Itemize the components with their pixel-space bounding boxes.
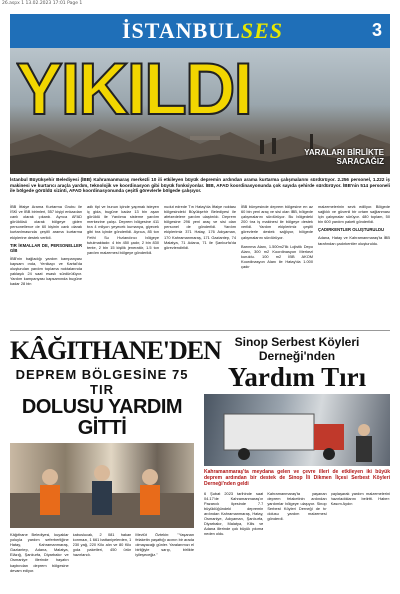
logo-main: İSTANBUL: [122, 18, 241, 43]
kagithane-photo: [10, 443, 194, 528]
article-column: 6 Şubat 2023 tarihinde saat 04.17'de Kahramanmaraş'ın Pazarcık ilçesinde 7.7 büyüklüğündeki depremin ardından Kahramanmaraş, Hatay, Osmaniye, Adıyaman, Şanlıurfa, Diyarbakır, Malatya, Kilis ve Adana illerinde çok büyük yıkıma neden oldu.: [204, 490, 264, 537]
kagithane-article: [10, 331, 221, 581]
article-column: [241, 204, 313, 324]
cover-caption-text: YARALARI BİRLİKTE SARACAĞIZ: [304, 148, 384, 166]
article-column: paylaşarak yardım malzemelerini hazırladıklarını belirtti. Haber: Kasım Aydın: [330, 490, 390, 506]
article-column: [10, 204, 82, 324]
sinop-columns: [204, 491, 390, 537]
cover-photo: [10, 48, 390, 174]
column-text: adlı tipi ve bunun içinde yapmak isteyen iç gida, bugüne kadar 13 bin aşan görüldü ile Yardıma sisteme yardım merkezine çalışı. Deprem bölgesine 411 tıra 4 milyon yeyecek kumanya, giyecek gibi tıra içinde gönderildi. Ayrıca, 85 ton Fethi Su Hızlandırıcı bölgeye tutulmaktadır. 4 bin 450 çadır, 2 bin 830 tente, 2 bin 15 kişilik jeneratör, 1.5 ton yardım malzemesi bölgeye gönderildi.: [87, 204, 159, 255]
truck-illustration: [204, 394, 390, 466]
sinop-headline-2: Yardım Tırı: [227, 362, 367, 392]
print-timestamp: 26.aspx 1 13.02.2023 17:01 Page 1: [2, 1, 83, 6]
column-heading: TIR İKMALLAR DE, PERSONELLER GİB: [10, 242, 82, 253]
page-number: 3: [371, 20, 382, 40]
article-column: [318, 204, 390, 324]
article-column: kabuslucak, 2 081 hakan konmazı, 1 661 battaniyelerden, 1 230 yağ, 220 Kilo alın ve 80 Kilo gıda paketleri, 450 ürün hazırlandı.: [72, 532, 132, 558]
column-text: malzemelerinin sevk ediliyor. Bölgede sağlıklı ve güvenli bir ortam sağlanması için çalışmalar sürüyor. 480 toplam, 50 bin 600 yardım paketi gönderildi.: [318, 204, 390, 225]
kagithane-subhead-1: DEPREM BÖLGESİNE 75 TIR: [15, 367, 189, 397]
article-column: [164, 204, 236, 324]
column-text: Adana, Hatay ve Kahramanmaraş'ta İBB tarafından çadırkentler oluşturuldu.: [318, 235, 390, 246]
article-column: Kâğıthane Belediyesi, kuyaklar yoluyla yardım seferberliğine Hatay, Kahramanmaraş, Gaziantep, Adana, Malatya, Elâzığ, Şanlıurfa, Diyarbakır ve Osmaniye illerinde hayatın kaybından deprem bölgesine devam ediyor.: [10, 532, 69, 573]
kagithane-headline: KÂĞITHANE'DEN: [10, 336, 221, 365]
cover-caption: [304, 148, 384, 166]
column-text: İBB bünyesinde deprem bölgesine en az 60 bin yeni araç ve sisi olan İBB, bölgede çalışmalarını sürdürüyor. Bu bölgedeki 200 tıra iş makinesi ile bölgeye destek verildi. Yardım ekiplerimiz çeşitli görevlerle destek sağlıyor, bölgede çalışmalarını sürdürüyor.: [241, 204, 313, 240]
column-text: Barınma Alanı, 1.500m2'lik Lojistik Depo Alanı, 300 m2 Koordinasyon Merkezi kuruldu. 100 m2 İBB AKOM Koordinasyon Alanı ile Hatay'da 1.000 çadır: [241, 243, 313, 270]
masthead: [10, 14, 390, 48]
article-column: Kahramanmaraş'ta yaşanan deprem felaketinin ardından yardımlar bölgeye ulaşıyor. Sinop Serbest Köyleri Derneği de tır dolusu yardım malzemesi gönderdi.: [267, 490, 327, 522]
bottom-section: [10, 330, 390, 581]
main-article-columns: [10, 204, 390, 324]
column-heading: ÇADIRKENTLER OLUŞTURULDU: [318, 227, 385, 233]
sinop-photo: [204, 394, 390, 466]
column-text: İBB'nin bağladığı yardım kampanyası kapsam ında, Yenikapı ve Kartal'da oluşturulan yardım toplama noktalarında yaklaşık 24 saat esaslı sürdürülüyor. Yardım kampanyası kapsamında bugüne kadar 28 bin: [10, 255, 82, 287]
column-text: İBB İtfaiye Arama Kurtarma Grubu ile İSKİ ve İBB birimleri, 557 kişiyi enkazdan canlı olarak çıkardı. Ayrıca AFAD görüldüsü olarak bölgeye giden personellerce de 60 kişinin canlı olarak kurtarılmasında çeşitli arama kurtarma ekiplerine destek verildi.: [10, 204, 82, 240]
newspaper-logo: [122, 18, 283, 44]
article-column: Mevlüt Öztekin: "Yaşanan felaketin yaşattığı acının bir arada olmayacağı günler. Yaralarımızı el birliğiyle sarıp, birlikte iyileşeceğiz.": [135, 532, 194, 558]
article-column: [87, 204, 159, 324]
sinop-article: [204, 331, 390, 581]
sinop-lead: Kahramanmaraş'ta meydana gelen ve çevre illeri de etkileyen iki büyük deprem ardından bir destek de Sinop İli Dikmen İlçesi Serbest Köyleri Derneği'nden geldi: [204, 469, 390, 488]
kagithane-columns: [10, 532, 194, 573]
kagithane-subhead-2: DOLUSU YARDIM GİTTİ: [21, 396, 183, 439]
sinop-headline-1: Sinop Serbest Köyleri Derneği'nden: [234, 335, 360, 363]
volunteers-illustration: [10, 443, 194, 528]
logo-accent: SES: [240, 18, 284, 43]
cover-lead: İstanbul Büyükşehir Belediyesi (İBB) Kahramanmaraş merkezli 10 ili etkileyen büyük depremin ardından arama kurtarma çalışmalarını sürdürüyor. 2.256 personel, 1.222 iş makinesi ve kurtarıcı araçla yardım, teknolojik ve koordinasyon gibi büyük fonksiyonlar. İBB, AFAD koordinasyonunda çok sayıda şehirde sürdürüyor. İBB'nin 514 personeli ile bölgede görüldü sizinti, AFAD koordinasyonunda çeşitli görevlerle bölgede çalışıyor.: [10, 177, 390, 194]
column-text: nudut edrede Tırı Hatay'da İtfaiye noktası bölgesindeki Büyükşehir Belediyesi ile afetzedelere yardım ulaştırıldı. Deprem bölgesine 296 yeni araç ve sisi olan personel de gönderildi. Yardım ekiplerimiz 371 Hatay, 176 Adıyaman, 170 Kahramanmaraş, 171 Gaziantep, 74 Malatya, 71 Adana, 71 ile Şanlıurfa'da görevlendirildi.: [164, 204, 236, 250]
cover-headline: YIKILDI: [16, 48, 251, 130]
